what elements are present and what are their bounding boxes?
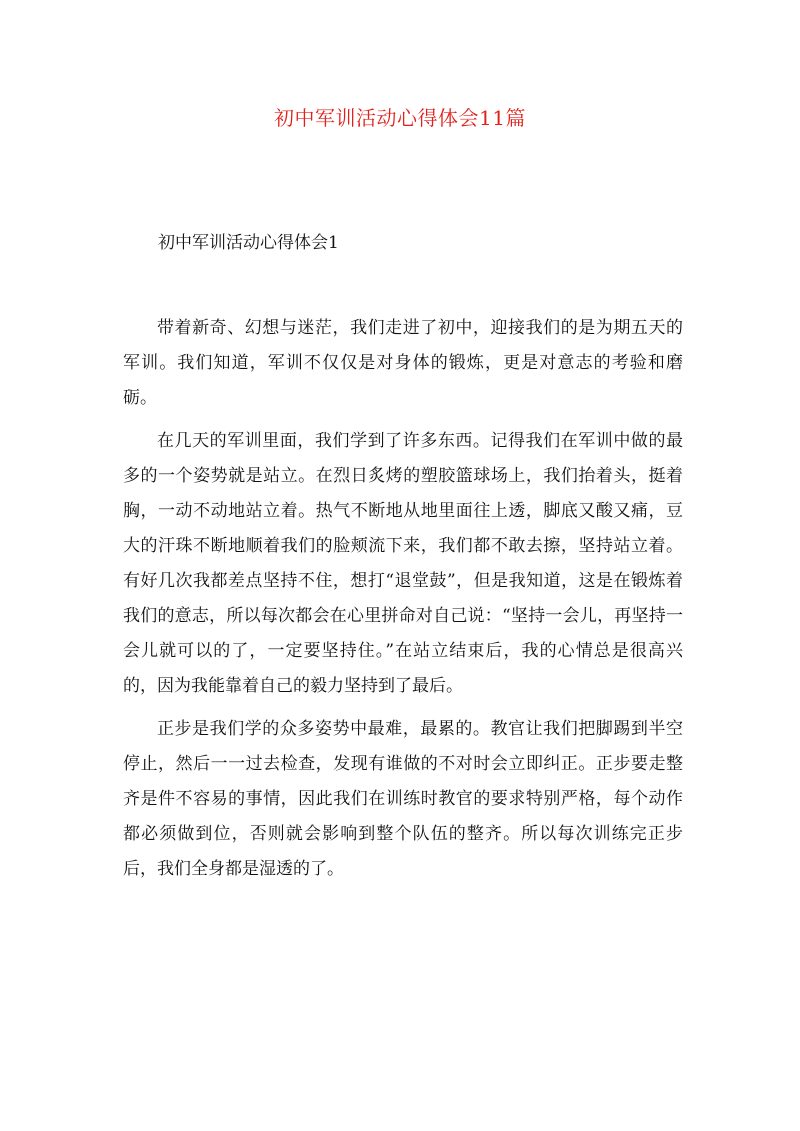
document-body (123, 311, 683, 895)
paragraph-1: 带着新奇、幻想与迷茫，我们走进了初中，迎接我们的是为期五天的军训。我们知道，军训不仅仅是对身体的锻炼，更是对意志的考验和磨砺。 (123, 318, 683, 408)
paragraph-2: 在几天的军训里面，我们学到了许多东西。记得我们在军训中做的最多的一个姿势就是站立。在烈日炙烤的塑胶篮球场上，我们抬着头，挺着胸，一动不动地站立着。热气不断地从地里面往上透，脚底又酸又痛，豆大的汗珠不断地顺着我们的脸颊流下来，我们都不敢去擦，坚持站立着。有好几次我都差点坚持不住，想打“退堂鼓”，但是我知道，这是在锻炼着我们的意志，所以每次都会在心里拼命对自己说：“坚持一会儿，再坚持一会儿就可以的了，一定要坚持住。”在站立结束后，我的心情总是很高兴的，因为我能靠着自己的毅力坚持到了最后。 (123, 431, 683, 696)
document-title: 初中军训活动心得体会11篇 (274, 106, 526, 130)
paragraph-3: 正步是我们学的众多姿势中最难，最累的。教官让我们把脚踢到半空停止，然后一一过去检查，发现有谁做的不对时会立即纠正。正步要走整齐是件不容易的事情，因此我们在训练时教官的要求特别严格，每个动作都必须做到位，否则就会影响到整个队伍的整齐。所以每次训练完正步后，我们全身都是湿透的了。 (123, 719, 683, 879)
section-heading: 初中军训活动心得体会1 (158, 233, 339, 253)
